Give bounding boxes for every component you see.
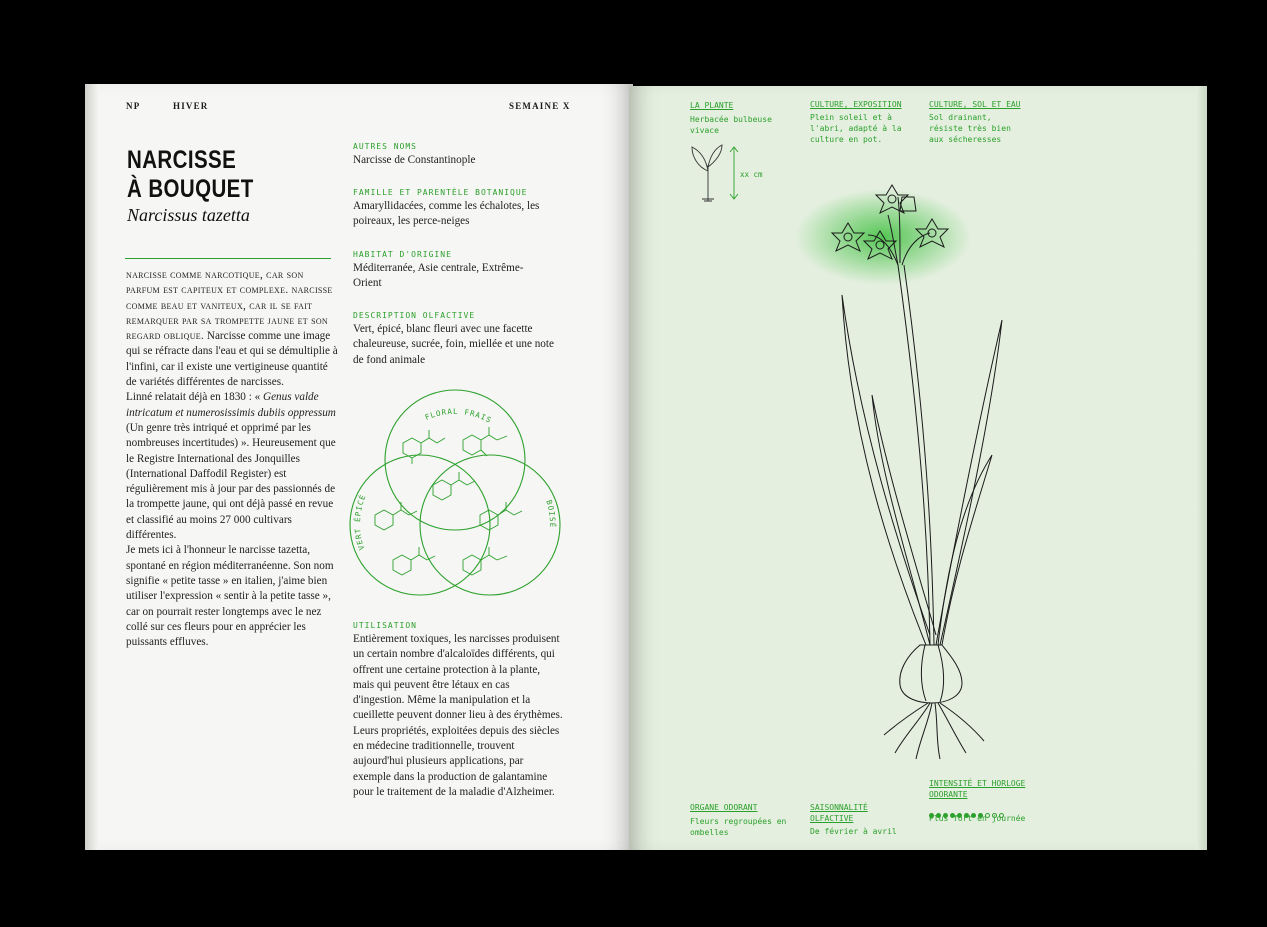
section-text: Méditerranée, Asie centrale, Extrême-Orient [353, 262, 524, 290]
info-label: ORGANE ODORANT [690, 803, 758, 812]
molecule-icons [375, 427, 522, 575]
section-habitat [353, 250, 533, 292]
header-code: NP [126, 101, 141, 111]
leaf [842, 295, 930, 645]
narcissus-illustration [780, 175, 1010, 760]
section-autres-noms [353, 142, 563, 168]
header-season: HIVER [173, 101, 209, 111]
plant-title-line2: À BOUQUET [127, 175, 254, 203]
plant-title-line1: NARCISSE [127, 146, 237, 174]
info-exposition [810, 99, 910, 145]
intro-p2-a: Linné relatait déjà en 1830 : « [126, 391, 263, 404]
venn-label-vert: VERT ÉPICÉ [352, 492, 368, 552]
info-organe [690, 802, 790, 838]
info-intensite [929, 778, 1039, 824]
intro-p2-latin: Genus valde intricatum et numerosissimis dubiis oppressum [126, 391, 336, 419]
molecule-icon [403, 430, 445, 464]
intensity-dots [929, 803, 1039, 811]
section-label: UTILISATION [353, 621, 417, 630]
info-text: Sol drainant, résiste très bien aux sécheresses [929, 113, 1011, 144]
roots [884, 703, 984, 759]
intro-p3: Je mets ici à l'honneur le narcisse tazetta, spontané en région méditerranéenne. Son nom signifie « petite tasse » en italien, j'aime bien utiliser l'expression « sentir à la petite tasse », car on pourrait rester longtemps avec le nez collé sur ces fleurs pour en apprécier les puissants effluves. [126, 544, 334, 649]
info-label: SAISONNALITÉ OLFACTIVE [810, 803, 868, 823]
molecule-icon [463, 427, 507, 456]
plant-size-label: xx cm [740, 170, 763, 179]
info-text: Plein soleil et à l'abri, adapté à la culture en pot. [810, 113, 902, 144]
venn-label-floral: FLORAL FRAIS [423, 406, 494, 426]
section-text: Vert, épicé, blanc fleuri avec une facette chaleureuse, sucrée, foin, miellée et une note de fond animale [353, 323, 554, 366]
plant-title [127, 146, 254, 204]
bulb [900, 645, 962, 703]
left-page-edge [85, 84, 99, 850]
info-label: CULTURE, EXPOSITION [810, 100, 902, 109]
section-text: Narcisse de Constantinople [353, 154, 476, 166]
info-text: De février à avril [810, 827, 897, 836]
section-text: Amaryllidacées, comme les échalotes, les poireaux, les perce-neiges [353, 200, 540, 228]
section-famille [353, 188, 563, 230]
section-label: HABITAT D'ORIGINE [353, 250, 452, 259]
intro-p2-b: (Un genre très intriqué et opprimé par les nombreuses incertitudes) ». Heureusement que le Registre International des Jonquilles (International Daffodil Register) est régulièrement mis à jour par des passionnés de la trompette jaune, qui ont déjà passé en revue et classifié au moins 27 000 cultivars différentes. [126, 421, 336, 542]
section-label: FAMILLE ET PARENTÈLE BOTANIQUE [353, 188, 528, 197]
molecule-icon [375, 502, 417, 530]
section-label: AUTRES NOMS [353, 142, 417, 151]
info-label: INTENSITÉ ET HORLOGE ODORANTE [929, 779, 1026, 799]
title-rule [125, 258, 331, 259]
info-sol-eau [929, 99, 1029, 145]
right-page-edge [1196, 86, 1207, 850]
info-text: Fleurs regroupées en ombelles [690, 817, 787, 837]
info-text: Herbacée bulbeuse vivace [690, 115, 772, 135]
intro-caps: narcisse comme narcotique, car son parfum est capiteux et complexe. narcisse comme beau et vaniteux, car il se fait remarquer par sa trompette jaune et son regard oblique. [126, 269, 333, 343]
info-label: LA PLANTE [690, 101, 734, 110]
info-label: CULTURE, SOL ET EAU [929, 100, 1021, 109]
scent-glow [795, 189, 971, 285]
info-la-plante [690, 100, 790, 136]
leaf [936, 320, 1002, 645]
plant-latin-name: Narcissus tazetta [127, 205, 250, 225]
section-label: DESCRIPTION OLFACTIVE [353, 311, 476, 320]
section-utilisation [353, 621, 563, 800]
molecule-icon [393, 547, 435, 575]
intro-p1: Narcisse comme une image qui se réfracte dans l'eau et qui se démultiplie à l'infini, car il existe une vertigineuse quantité de variétés différentes de narcisses. [126, 330, 338, 389]
intro-text [126, 268, 340, 650]
molecule-icon [480, 502, 522, 530]
section-text: Entièrement toxiques, les narcisses produisent un certain nombre d'alcaloïdes différents, qui offrent une certaine protection à la plante, mais qui peuvent être létaux en cas d'ingestion. Même la manipulation et la cueillette peuvent donner lieu à des érythèmes. Leurs propriétés, exploitées depuis des siècles en médecine traditionnelle, trouvent aujourd'hui plusieurs applications, par exemple dans la production de galantamine pour le traitement de la maladie d'Alzheimer. [353, 633, 563, 798]
header-week: SEMAINE X [509, 101, 571, 111]
info-saisonnalite [810, 802, 910, 837]
venn-label-boise: BOISÉ [544, 498, 558, 529]
olfactive-venn-diagram [345, 385, 565, 605]
section-description [353, 311, 558, 368]
info-text: Plus fort en journée [929, 814, 1026, 823]
